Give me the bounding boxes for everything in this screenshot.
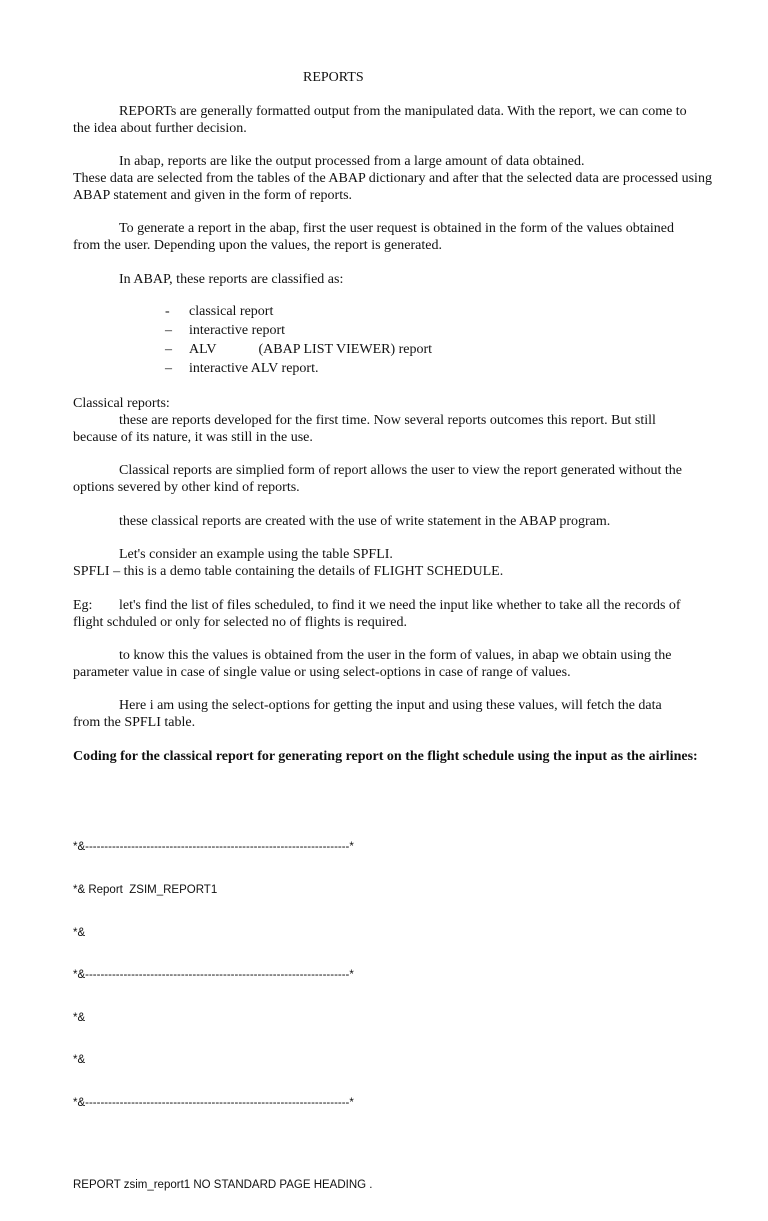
code-line: *&: [73, 926, 86, 939]
list-item-text: interactive report: [189, 323, 286, 338]
bullet-mark: –: [165, 361, 172, 376]
code-line: *&---------------------------------------------------------------------*: [73, 841, 354, 854]
code-line: REPORT zsim_report1 NO STANDARD PAGE HEADING .: [73, 1179, 373, 1192]
list-item-text: interactive ALV report.: [189, 361, 319, 376]
paragraph-write-statement: these classical reports are created with the use of write statement in the ABAP program.: [119, 514, 611, 529]
bullet-mark: -: [165, 304, 170, 319]
code-line: *& Report ZSIM_REPORT1: [73, 884, 218, 897]
code-line: *&: [73, 1054, 86, 1067]
paragraph-abap-reports-line1: In abap, reports are like the output processed from a large amount of data obtained.: [119, 154, 585, 169]
paragraph-select-options: Here i am using the select-options for getting the input and using these values, will fetch the data from the SPFLI table.: [73, 698, 662, 730]
report-types-list: [165, 303, 432, 379]
code-line: *&: [73, 1011, 86, 1024]
list-item: [165, 303, 432, 322]
classical-reports-heading: Classical reports:: [73, 396, 170, 411]
list-item-text-detail: (ABAP LIST VIEWER) report: [258, 342, 433, 357]
list-item: [165, 322, 432, 341]
paragraph-intro: REPORTs are generally formatted output from the manipulated data. With the report, we can come to the idea about further decision.: [73, 104, 687, 136]
example-label: Eg:: [73, 598, 93, 613]
paragraph-spfli-line1: Let's consider an example using the table SPFLI.: [119, 547, 393, 562]
paragraph-generate-report: To generate a report in the abap, first the user request is obtained in the form of the values obtained from the user. Depending upon the values, the report is generated.: [73, 221, 674, 253]
bullet-mark: –: [165, 323, 172, 338]
code-line: [73, 1139, 573, 1150]
paragraph-classified: In ABAP, these reports are classified as:: [119, 272, 344, 287]
paragraph-abap-reports-line2: These data are selected from the tables of the ABAP dictionary and after that the selected data are processed using ABAP statement and given in the form of reports.: [73, 171, 712, 203]
document-title: REPORTS: [303, 70, 364, 85]
code-line: *&---------------------------------------------------------------------*: [73, 969, 354, 982]
list-item: [165, 341, 432, 360]
code-block: [73, 812, 573, 1221]
list-item-text: ALV: [189, 342, 217, 357]
paragraph-abap-reports: [73, 153, 713, 204]
paragraph-spfli-line2: SPFLI – this is a demo table containing the details of FLIGHT SCHEDULE.: [73, 564, 504, 579]
code-line: *&---------------------------------------------------------------------*: [73, 1097, 354, 1110]
example-text: let's find the list of files scheduled, to find it we need the input like whether to take all the records of flight schduled or only for selected no of flights is required.: [73, 598, 681, 630]
list-item: [165, 360, 432, 379]
coding-heading: Coding for the classical report for generating report on the flight schedule using the input as the airlines:: [73, 749, 698, 764]
bullet-mark: –: [165, 342, 172, 357]
paragraph-classical-first: these are reports developed for the first time. Now several reports outcomes this report. But still because of its nature, it was still in the use.: [73, 413, 656, 445]
paragraph-parameter: to know this the values is obtained from the user in the form of values, in abap we obtain using the parameter value in case of single value or using select-options in case of range of values.: [73, 648, 672, 680]
list-item-text: classical report: [189, 304, 274, 319]
paragraph-spfli: [73, 546, 703, 580]
paragraph-example: [73, 597, 683, 631]
paragraph-classical-simplified: Classical reports are simplied form of report allows the user to view the report generated without the options severed by other kind of reports.: [73, 463, 682, 495]
